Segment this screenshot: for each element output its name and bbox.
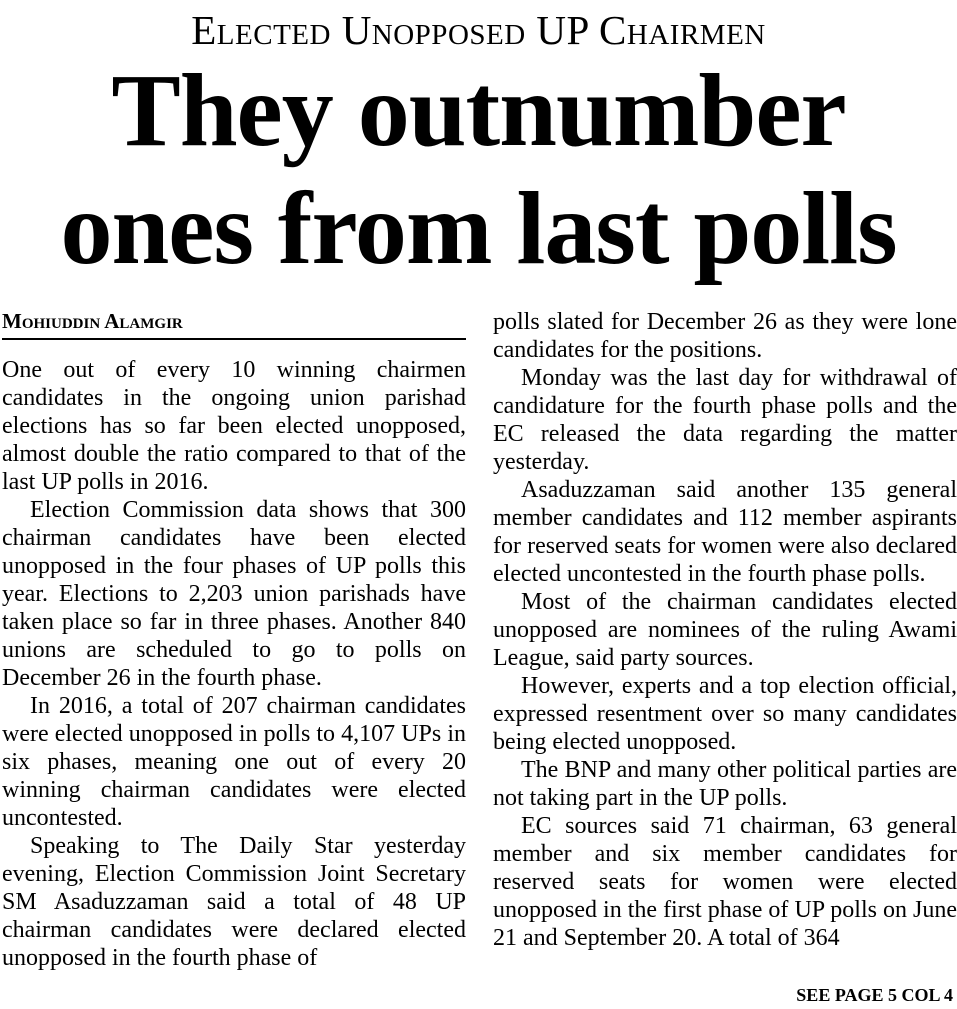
article-column-left [2,307,466,972]
continued-jump-line: SEE PAGE 5 COL 4 [796,985,953,1005]
headline-line-2: ones from last polls [60,171,897,286]
headline-line-1: They outnumber [111,53,846,168]
paragraph: Monday was the last day for withdrawal of candidature for the fourth phase polls and the EC released the data regarding the matter yesterday. [493,365,957,475]
paragraph: Asaduzzaman said another 135 general member candidates and 112 member aspirants for reserved seats for women were also declared elected uncontested in the fourth phase polls. [493,477,957,587]
paragraph: In 2016, a total of 207 chairman candidates were elected unopposed in polls to 4,107 UPs in six phases, meaning one out of every 20 winning chairman candidates were elected uncontested. [2,693,466,831]
article-column-right [493,308,957,952]
paragraph: One out of every 10 winning chairmen candidates in the ongoing union parishad elections has so far been elected unopposed, almost double the ratio compared to that of the last UP polls in 2016. [2,357,466,495]
byline: Mohiuddin Alamgir [2,307,466,340]
article-kicker: Elected Unopposed UP Chairmen [191,7,766,53]
paragraph: Speaking to The Daily Star yesterday evening, Election Commission Joint Secretary SM Asaduzzaman said a total of 48 UP chairman candidates were declared elected unopposed in the fourth phase of [2,833,466,971]
paragraph: EC sources said 71 chairman, 63 general member and six member candidates for reserved seats for women were elected unopposed in the first phase of UP polls on June 21 and September 20. A total of 364 [493,813,957,951]
paragraph: Most of the chairman candidates elected unopposed are nominees of the ruling Awami League, said party sources. [493,589,957,671]
paragraph: Election Commission data shows that 300 chairman candidates have been elected unopposed in the four phases of UP polls this year. Elections to 2,203 union parishads have taken place so far in three phases. Another 840 unions are scheduled to go to polls on December 26 in the fourth phase. [2,497,466,691]
article-headline [0,52,957,288]
paragraph: However, experts and a top election official, expressed resentment over so many candidates being elected unopposed. [493,673,957,755]
paragraph: The BNP and many other political parties are not taking part in the UP polls. [493,757,957,811]
paragraph: polls slated for December 26 as they were lone candidates for the positions. [493,309,957,363]
